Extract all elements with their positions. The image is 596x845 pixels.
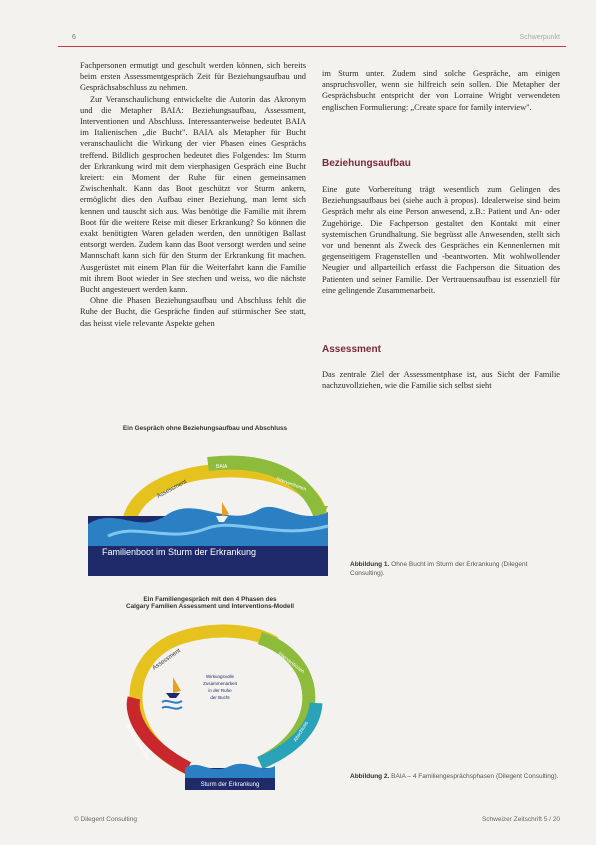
figure2-label-bottom-left: Beziehungsaufbau [124, 723, 152, 763]
figure1-boat-label: Familienboot im Sturm der Erkrankung [102, 547, 257, 557]
section1-text: Eine gute Vorbereitung trägt wesentlich zum Gelingen des Beziehungsaufbaus bei (siehe auch à propos). Idealerweise sind beim Gespräch mehr als eine Person anwesend, z.B.: Patient und An- oder Zugehörige. Die Fachperson gestaltet den Kontakt mit einer systemischen Grundhaltung. Sie begrüsst alle Anwesenden, stellt sich vor und benennt als Zweck des Gespräches ein Kennenlernen mit gegenseitigem Fragenstellen und -beantworten. Mit wohlwollender Neugier und allparteilich erfasst die Fachperson die Situation des Patienten und seiner Familie. Der Vertrauensaufbau ist essenziell für eine gelingende Zusammenarbeit. [322, 185, 560, 295]
figure2-center-line-2: Zusammenarbeit [203, 681, 237, 686]
sail-icon [222, 502, 229, 516]
figure2-label-bottom-right: Abschluss [292, 720, 310, 744]
center-wave-icon [162, 701, 182, 703]
figure2-center-line-4: der Bucht [210, 695, 230, 700]
figure2-storm-label: Sturm der Erkrankung [200, 782, 260, 788]
figure2-title-line1: Ein Familiengespräch mit den 4 Phasen des [143, 596, 277, 603]
left-paragraph-2: Zur Veranschaulichung entwickelte die Autorin das Akronym und die Metapher BAIA: Beziehungsaufbau, Assessment, Interventionen und Abschluss. Interessanterweise bedeutet BAIA im Italienischen „die Bucht". BAIA als Metapher für Bucht veranschaulicht die Wirkung der vier Phasen eines Gesprächs treffend. Bildlich gesprochen bedeutet dies Folgendes: Im Sturm der Erkrankung wird mit dem vierphasigen Gespräch eine Bucht kreiert: ein Moment der Ruhe für einen gemeinsamen Zwischenhalt. Kann das Boot geschützt vor Sturm ankern, ermöglicht dies den Aufbau einer Beziehung, man lernt sich kennen und tauscht sich aus. Was benötige die Familie mit ihrem Boot für die weitere Reise mit dieser Erkrankung? So können die exakt benötigten Waren geladen werden, den unnötigen Ballast entsorgt werden. Zudem kann das Boot versorgt werden und seine Mannschaft kann sich für den Sturm der Erkrankung fit machen. Ausgerüstet mit einem Plan für die Weiterfahrt kann die Familie mit ihrem Boot wieder in See stechen und weiss, wo die nächste Bucht angesteuert werden kann. [80, 94, 306, 295]
figure2-caption-label: Abbildung 2. [350, 773, 390, 780]
figure2-title [110, 596, 310, 610]
figure2-center-line-3: in der Ruhe [208, 688, 232, 693]
figure1-title: Ein Gespräch ohne Beziehungsaufbau und Abschluss [122, 425, 288, 432]
right-paragraph-intro: im Sturm unter. Zudem sind solche Gespräche, am einigen anspruchsvoller, wenn sie hilfreich sein sollen. Die Metapher der Gesprächsbucht entspricht der von Lorraine Wright verwendeten englischen Formulierung: „Create space for family interview". [322, 69, 560, 112]
left-paragraph-3: Ohne die Phasen Beziehungsaufbau und Abschluss fehlt die Ruhe der Bucht, die Gespräche finden auf stürmischer See statt, das heisst viele relevante Aspekte gehen [80, 296, 306, 328]
left-paragraph-1: Fachpersonen ermutigt und geschult werden können, sich bereits beim ersten Assessmentgespräch Zeit für Beziehungsaufbau und Gesprächsabschluss zu nehmen. [80, 61, 306, 93]
figure2-label-right: Interventionen [276, 650, 306, 676]
left-column [80, 60, 306, 329]
center-boat-icon [166, 693, 180, 698]
figure1-caption-text: Ohne Bucht im Sturm der Erkrankung (Dilegent Consulting). [350, 561, 528, 577]
section-title-beziehungsaufbau: Beziehungsaufbau [322, 158, 411, 169]
header-rule [58, 46, 566, 47]
section2-text: Das zentrale Ziel der Assessmentphase ist, aus Sicht der Familie nachzuvollziehen, wie die Familie sich selbst sieht [322, 370, 560, 391]
figure2-illustration [110, 618, 340, 798]
figure2-center-line-1: Wirkungsvolle [205, 674, 235, 679]
figure1-label-interventions: Interventionen [275, 476, 308, 493]
figure2-title-line2: Calgary Familien Assessment und Interventions-Modell [125, 603, 295, 610]
figure2-caption [350, 772, 560, 781]
section-title-assessment: Assessment [322, 344, 381, 355]
figure2-label-left: Assessment [151, 647, 182, 672]
center-wave-icon-2 [162, 707, 182, 709]
page-number: 6 [72, 34, 76, 41]
right-column-section2 [322, 369, 560, 391]
figure1-caption-label: Abbildung 1. [350, 561, 390, 568]
figure1-label-middle: BAIA [216, 464, 228, 470]
footer-copyright: © Dilegent Consulting [74, 816, 137, 823]
journal-name: Schwerpunkt [519, 34, 560, 41]
right-column-intro [322, 68, 560, 113]
figure1-illustration [88, 436, 348, 586]
right-column-section1 [322, 184, 560, 296]
center-sail-icon [173, 677, 181, 693]
figure2-caption-text: BAIA – 4 Familiengesprächsphasen (Dilegent Consulting). [391, 773, 559, 780]
figure1-caption [350, 560, 560, 578]
figure1-label-assessment: Assessment [156, 479, 188, 500]
footer-journal: Schweizer Zeitschrift 5 / 20 [481, 816, 560, 823]
